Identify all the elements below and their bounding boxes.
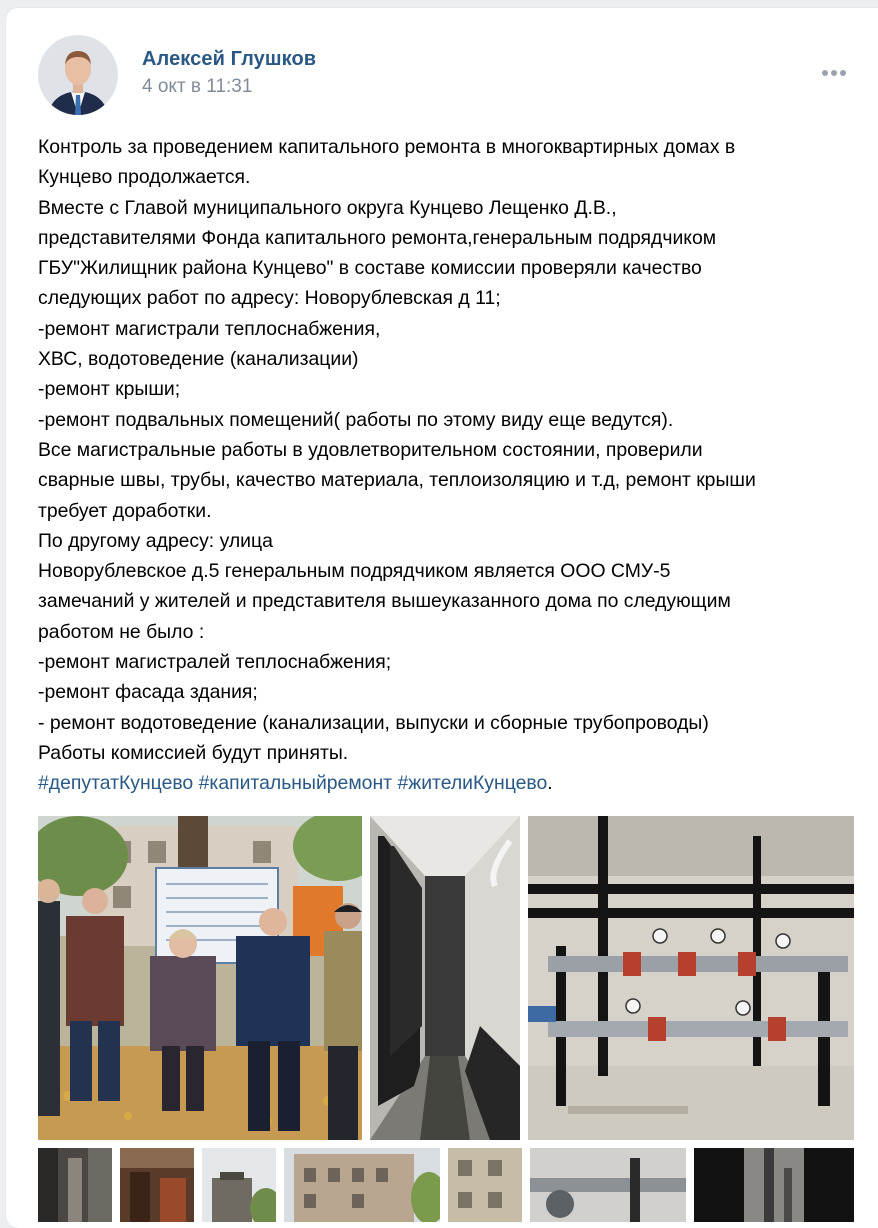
photo-thumb-7[interactable] xyxy=(694,1148,854,1222)
text-line: -ремонт магистрали теплоснабжения, xyxy=(38,317,381,340)
text-line: Работы комиссией будут приняты. xyxy=(38,741,349,764)
hashtag-link[interactable]: #капитальныйремонт xyxy=(198,772,393,795)
hashtags xyxy=(38,768,868,798)
text-line: ГБУ"Жилищник района Кунцево" в составе комиссии проверяли качество xyxy=(38,257,702,280)
photo-thumb-6[interactable] xyxy=(530,1148,686,1222)
trailing-period: . xyxy=(547,772,553,795)
text-line: представителями Фонда капитального ремонта,генеральным подрядчиком xyxy=(38,226,717,249)
text-line: требует доработки. xyxy=(38,499,212,522)
text-line: Кунцево продолжается. xyxy=(38,166,251,189)
text-line: -ремонт подвальных помещений( работы по этому виду еще ведутся). xyxy=(38,408,674,431)
text-line: -ремонт магистралей теплоснабжения; xyxy=(38,651,392,674)
text-line: -ремонт крыши; xyxy=(38,378,181,401)
text-line: Все магистральные работы в удовлетворительном состоянии, проверили xyxy=(38,438,703,461)
photo-thumb-2[interactable] xyxy=(120,1148,194,1222)
photo-thumb-5[interactable] xyxy=(448,1148,522,1222)
text-line: Вместе с Главой муниципального округа Кунцево Лещенко Д.В., xyxy=(38,196,617,219)
text-line: ХВС, водотоведение (канализации) xyxy=(38,348,359,371)
author-name[interactable]: Алексей Глушков xyxy=(142,48,317,70)
text-line: По другому адресу: улица xyxy=(38,529,273,552)
text-line: Новорублевское д.5 генеральным подрядчиком является ООО СМУ-5 xyxy=(38,560,671,583)
text-line: работом не было : xyxy=(38,620,205,643)
text-line: следующих работ по адресу: Новорублевская д 11; xyxy=(38,287,501,310)
post-text xyxy=(38,132,868,799)
author-avatar[interactable] xyxy=(38,35,118,115)
hashtag-link[interactable]: #жителиКунцево xyxy=(397,772,548,795)
photo-thumb-1[interactable] xyxy=(38,1148,112,1222)
photo-heating-unit[interactable] xyxy=(528,816,854,1140)
hashtag-link[interactable]: #депутатКунцево xyxy=(38,772,194,795)
photo-thumb-3[interactable] xyxy=(202,1148,276,1222)
text-line: Контроль за проведением капитального ремонта в многоквартирных домах в xyxy=(38,136,736,158)
text-line: -ремонт фасада здания; xyxy=(38,681,258,704)
wall-post xyxy=(6,8,878,1228)
text-line: замечаний у жителей и представителя вышеуказанного дома по следующим xyxy=(38,590,731,613)
photo-thumb-4[interactable] xyxy=(284,1148,440,1222)
more-dots-icon[interactable] xyxy=(816,64,852,84)
photo-basement-corridor[interactable] xyxy=(370,816,520,1140)
photo-commission-outdoors[interactable] xyxy=(38,816,362,1140)
text-line: - ремонт водотоведение (канализации, выпуски и сборные трубопроводы) xyxy=(38,711,709,734)
post-date[interactable]: 4 окт в 11:31 xyxy=(142,76,253,97)
text-line: сварные швы, трубы, качество материала, теплоизоляцию и т.д, ремонт крыши xyxy=(38,469,756,492)
